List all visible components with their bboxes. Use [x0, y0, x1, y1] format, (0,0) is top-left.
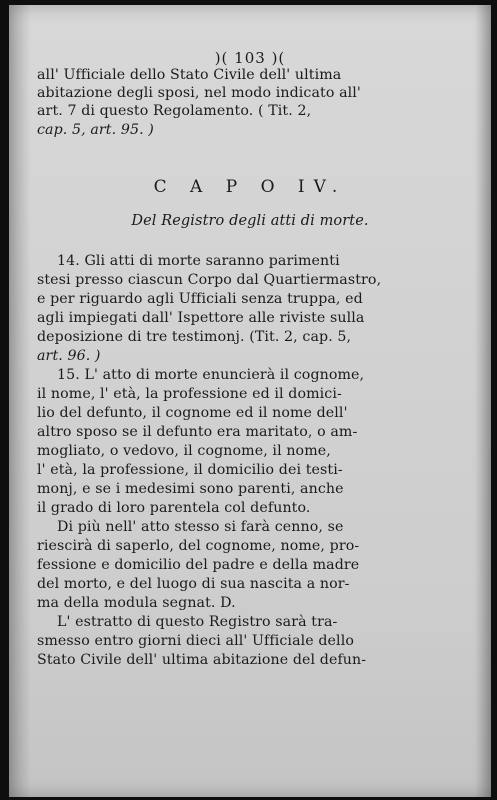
- text-line: Stato Civile dell' ultima abitazione del defun-: [37, 652, 367, 668]
- text-line: art. 96. ): [37, 348, 101, 364]
- text-line: fessione e domicilio del padre e della madre: [37, 557, 360, 573]
- text-line: altro sposo se il defunto era maritato, o am-: [37, 424, 358, 440]
- text-line: riescirà di saperlo, del cognome, nome, pro-: [37, 538, 360, 554]
- text-line: monj, e se i medesimi sono parenti, anche: [37, 481, 344, 497]
- text-line: cap. 5, art. 95. ): [37, 122, 154, 138]
- page-edge-shadow: [475, 5, 491, 797]
- page-number: )( 103 )(: [214, 49, 286, 67]
- text-line: 14. Gli atti di morte saranno parimenti: [57, 253, 340, 269]
- chapter-heading: C A P O IV.: [153, 177, 347, 197]
- text-line: lio del defunto, il cognome ed il nome dell': [37, 405, 348, 421]
- text-line: abitazione degli sposi, nel modo indicato all': [37, 85, 361, 101]
- text-line: all' Ufficiale dello Stato Civile dell' ultima: [37, 67, 342, 83]
- chapter-subheading: Del Registro degli atti di morte.: [131, 213, 369, 229]
- text-line: stesi presso ciascun Corpo dal Quartiermastro,: [37, 272, 382, 288]
- text-line: e per riguardo agli Ufficiali senza truppa, ed: [37, 291, 363, 307]
- text-line: smesso entro giorni dieci all' Ufficiale dello: [37, 633, 354, 649]
- text-line: ma della modula segnat. D.: [37, 595, 236, 611]
- text-line: il nome, l' età, la professione ed il domici-: [37, 386, 342, 402]
- book-page: [9, 5, 491, 797]
- text-line: deposizione di tre testimonj. (Tit. 2, cap. 5,: [37, 329, 352, 345]
- text-line: agli impiegati dall' Ispettore alle riviste sulla: [37, 310, 365, 326]
- text-line: Di più nell' atto stesso si farà cenno, se: [57, 519, 344, 535]
- text-line: art. 7 di questo Regolamento. ( Tit. 2,: [37, 103, 312, 119]
- text-line: mogliato, o vedovo, il cognome, il nome,: [37, 443, 331, 459]
- text-line: del morto, e del luogo di sua nascita a nor-: [37, 576, 350, 592]
- text-line: l' età, la professione, il domicilio dei testi-: [37, 462, 343, 478]
- page-gutter-shadow: [9, 5, 31, 797]
- text-line: il grado di loro parentela col defunto.: [37, 500, 311, 516]
- text-line: 15. L' atto di morte enuncierà il cognome,: [57, 367, 365, 383]
- text-line: L' estratto di questo Registro sarà tra-: [57, 614, 338, 630]
